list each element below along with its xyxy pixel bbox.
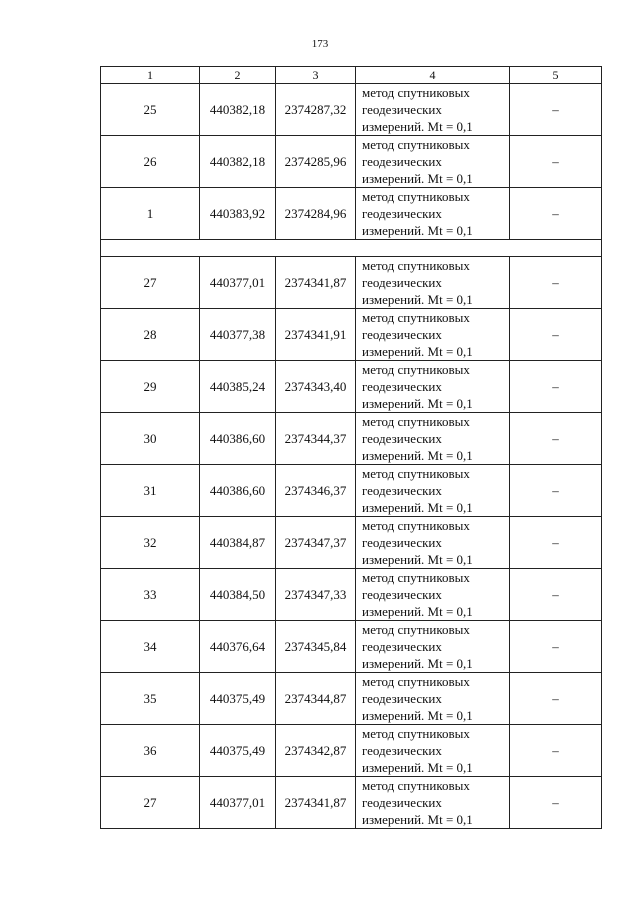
y-coordinate-cell: 2374285,96 <box>276 136 356 188</box>
note-cell: – <box>510 136 602 188</box>
method-cell <box>356 569 510 621</box>
method-line: метод спутниковых <box>362 622 470 637</box>
method-line: геодезических <box>362 639 442 654</box>
x-coordinate-cell: 440377,38 <box>200 309 276 361</box>
table-row <box>101 309 602 361</box>
note-cell: – <box>510 517 602 569</box>
point-number-cell: 31 <box>101 465 200 517</box>
point-number-cell: 29 <box>101 361 200 413</box>
method-line: измерений. Mt = 0,1 <box>362 500 473 515</box>
method-line: геодезических <box>362 102 442 117</box>
x-coordinate-cell: 440377,01 <box>200 257 276 309</box>
method-line: измерений. Mt = 0,1 <box>362 344 473 359</box>
method-line: метод спутниковых <box>362 674 470 689</box>
note-cell: – <box>510 84 602 136</box>
note-cell: – <box>510 621 602 673</box>
y-coordinate-cell: 2374341,87 <box>276 777 356 829</box>
column-header-point: 1 <box>101 67 200 84</box>
point-number-cell: 32 <box>101 517 200 569</box>
table-row <box>101 725 602 777</box>
note-cell: – <box>510 673 602 725</box>
method-line: метод спутниковых <box>362 258 470 273</box>
method-line: измерений. Mt = 0,1 <box>362 604 473 619</box>
page-number: 173 <box>311 38 329 50</box>
method-line: измерений. Mt = 0,1 <box>362 708 473 723</box>
method-line: геодезических <box>362 275 442 290</box>
table-row <box>101 673 602 725</box>
method-line: геодезических <box>362 327 442 342</box>
group-separator-cell <box>101 240 602 257</box>
x-coordinate-cell: 440375,49 <box>200 725 276 777</box>
table-row <box>101 621 602 673</box>
x-coordinate-cell: 440376,64 <box>200 621 276 673</box>
y-coordinate-cell: 2374343,40 <box>276 361 356 413</box>
point-number-cell: 34 <box>101 621 200 673</box>
table-row <box>101 777 602 829</box>
method-cell <box>356 257 510 309</box>
y-coordinate-cell: 2374342,87 <box>276 725 356 777</box>
x-coordinate-cell: 440384,87 <box>200 517 276 569</box>
method-cell <box>356 621 510 673</box>
note-cell: – <box>510 413 602 465</box>
y-coordinate-cell: 2374287,32 <box>276 84 356 136</box>
method-line: геодезических <box>362 431 442 446</box>
x-coordinate-cell: 440386,60 <box>200 465 276 517</box>
column-header-y: 3 <box>276 67 356 84</box>
method-line: геодезических <box>362 206 442 221</box>
table-row <box>101 188 602 240</box>
point-number-cell: 26 <box>101 136 200 188</box>
note-cell: – <box>510 361 602 413</box>
y-coordinate-cell: 2374341,91 <box>276 309 356 361</box>
method-line: геодезических <box>362 743 442 758</box>
point-number-cell: 36 <box>101 725 200 777</box>
method-cell <box>356 465 510 517</box>
method-cell <box>356 309 510 361</box>
note-cell: – <box>510 777 602 829</box>
y-coordinate-cell: 2374344,37 <box>276 413 356 465</box>
method-line: измерений. Mt = 0,1 <box>362 171 473 186</box>
method-line: метод спутниковых <box>362 310 470 325</box>
group-separator-row <box>101 240 602 257</box>
table-row <box>101 465 602 517</box>
point-number-cell: 28 <box>101 309 200 361</box>
note-cell: – <box>510 188 602 240</box>
x-coordinate-cell: 440377,01 <box>200 777 276 829</box>
method-line: метод спутниковых <box>362 414 470 429</box>
point-number-cell: 27 <box>101 257 200 309</box>
y-coordinate-cell: 2374346,37 <box>276 465 356 517</box>
y-coordinate-cell: 2374344,87 <box>276 673 356 725</box>
method-line: измерений. Mt = 0,1 <box>362 223 473 238</box>
method-cell <box>356 188 510 240</box>
method-line: геодезических <box>362 587 442 602</box>
method-line: метод спутниковых <box>362 570 470 585</box>
method-line: геодезических <box>362 691 442 706</box>
method-line: измерений. Mt = 0,1 <box>362 760 473 775</box>
y-coordinate-cell: 2374347,37 <box>276 517 356 569</box>
method-line: геодезических <box>362 379 442 394</box>
method-line: измерений. Mt = 0,1 <box>362 812 473 827</box>
method-line: метод спутниковых <box>362 518 470 533</box>
x-coordinate-cell: 440375,49 <box>200 673 276 725</box>
x-coordinate-cell: 440382,18 <box>200 136 276 188</box>
point-number-cell: 25 <box>101 84 200 136</box>
y-coordinate-cell: 2374284,96 <box>276 188 356 240</box>
point-number-cell: 30 <box>101 413 200 465</box>
method-line: метод спутниковых <box>362 362 470 377</box>
method-cell <box>356 777 510 829</box>
note-cell: – <box>510 257 602 309</box>
point-number-cell: 1 <box>101 188 200 240</box>
method-line: геодезических <box>362 535 442 550</box>
note-cell: – <box>510 465 602 517</box>
x-coordinate-cell: 440384,50 <box>200 569 276 621</box>
point-number-cell: 27 <box>101 777 200 829</box>
method-line: метод спутниковых <box>362 85 470 100</box>
method-cell <box>356 361 510 413</box>
x-coordinate-cell: 440383,92 <box>200 188 276 240</box>
table-header-row <box>101 67 602 84</box>
method-line: измерений. Mt = 0,1 <box>362 396 473 411</box>
table-row <box>101 413 602 465</box>
x-coordinate-cell: 440385,24 <box>200 361 276 413</box>
y-coordinate-cell: 2374341,87 <box>276 257 356 309</box>
method-line: геодезических <box>362 483 442 498</box>
column-header-method: 4 <box>356 67 510 84</box>
x-coordinate-cell: 440386,60 <box>200 413 276 465</box>
table-row <box>101 257 602 309</box>
column-header-x: 2 <box>200 67 276 84</box>
method-line: геодезических <box>362 154 442 169</box>
table-row <box>101 361 602 413</box>
method-cell <box>356 725 510 777</box>
x-coordinate-cell: 440382,18 <box>200 84 276 136</box>
table-row <box>101 84 602 136</box>
method-line: метод спутниковых <box>362 137 470 152</box>
method-line: измерений. Mt = 0,1 <box>362 552 473 567</box>
method-cell <box>356 517 510 569</box>
y-coordinate-cell: 2374347,33 <box>276 569 356 621</box>
column-header-note: 5 <box>510 67 602 84</box>
method-cell <box>356 84 510 136</box>
method-cell <box>356 673 510 725</box>
point-number-cell: 35 <box>101 673 200 725</box>
method-line: метод спутниковых <box>362 466 470 481</box>
y-coordinate-cell: 2374345,84 <box>276 621 356 673</box>
table-row <box>101 136 602 188</box>
method-line: метод спутниковых <box>362 778 470 793</box>
table-row <box>101 569 602 621</box>
method-cell <box>356 413 510 465</box>
method-line: метод спутниковых <box>362 726 470 741</box>
note-cell: – <box>510 725 602 777</box>
method-line: измерений. Mt = 0,1 <box>362 656 473 671</box>
table-row <box>101 517 602 569</box>
method-line: измерений. Mt = 0,1 <box>362 448 473 463</box>
point-number-cell: 33 <box>101 569 200 621</box>
method-line: метод спутниковых <box>362 189 470 204</box>
method-line: измерений. Mt = 0,1 <box>362 292 473 307</box>
note-cell: – <box>510 309 602 361</box>
method-line: измерений. Mt = 0,1 <box>362 119 473 134</box>
table-body <box>101 84 602 829</box>
coordinates-table <box>100 66 602 829</box>
method-cell <box>356 136 510 188</box>
note-cell: – <box>510 569 602 621</box>
method-line: геодезических <box>362 795 442 810</box>
